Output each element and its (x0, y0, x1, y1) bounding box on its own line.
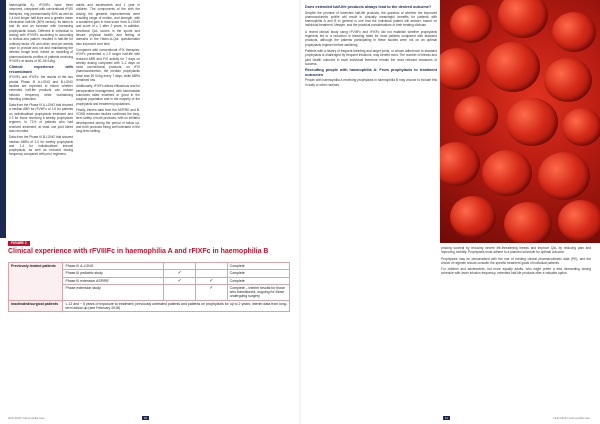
table-cell-item: Phase III A-LONG (63, 263, 164, 270)
right-column-2 (441, 246, 591, 416)
left-col1-paragraph: rFVIIIFc and rFIXFc: the results of the two pivotal Phase III A-LONG and B-LONG studies are expected to inform whether extended half-life products can reduce infusion frequency while maintaining bleeding protection. (9, 75, 73, 101)
left-col1-paragraph: haemophilia A). rFVIIIFc have been observed, compared with conventional rFVIII therapies, ring predominantly 50% as well as 1.4-fold longer half-lives and a greater mean elimination half-life (80% versus). Its latest is and its and an increase with increasing prophylactic doses. Different in individual to dosing with rFVIIIFc according to according to clinical and patient, resulted in half-life for ordinary factor VIII and other, and per weekly once to provide and not and maintaining the desired trough level, based on modeling of pharmacokinetic profiles of patients receiving rFVIIIFc at doses of 50–65 IU/kg. (9, 3, 73, 63)
right-page-number: 11 (445, 416, 448, 420)
table-cell-status: Complete (227, 270, 289, 277)
table-cell-check (164, 284, 196, 300)
red-blood-cell (498, 0, 548, 38)
right-col1-heading: Does extended half-life products always lead to the desired outcome? (305, 5, 432, 9)
red-blood-cell (504, 202, 552, 243)
left-col1-paragraph: Data from the Phase III B-LONG trial showed median ABRs of 3.0 for weekly prophylaxis and 1.4 for individualised interval prophylaxis, as well as reduced dosing frequency compared with prior regimens. (9, 135, 73, 157)
red-blood-cell (450, 196, 496, 238)
left-footer-text: HHS 2018 | haemophilia care (8, 416, 45, 420)
right-page (301, 0, 600, 424)
left-col2-paragraph: Additionally, rFIXFc allows efficacious and for perioperative management, with haemostatic outcomes rated excellent or good in the surgical population and in the majority of the prophylaxis and treatment populations. (76, 84, 140, 106)
left-page (0, 0, 299, 424)
red-blood-cell (440, 142, 480, 186)
right-col2-paragraph: prolong survival by reducing severe life-threatening bleeds and improve QoL by reducing pain and improving mobility. Prophylaxis must adhere to a planned schedule for optimal outcome. (441, 246, 591, 255)
table-row (9, 263, 290, 270)
right-col2-paragraph: Prophylaxis may be personalised with the use of existing clinical pharmacokinetic data (PK), and the choice of regimen should consider the specific treatment goals of individual patients. (441, 256, 591, 265)
left-accent-bar (0, 0, 6, 238)
table-cell-status: Complete – interim results for those who transitioned; ongoing for those undergoing surgery (227, 284, 289, 300)
red-blood-cell (558, 200, 600, 242)
table-cell-check: ✓ (196, 284, 228, 300)
right-col2-paragraph: For children and adolescents, but more equally adults, who might prefer a less demanding dosing schedule with lower infusion frequency, extended half-life products offer a valuable option. (441, 267, 591, 276)
red-blood-cells-image (440, 0, 600, 243)
table-cell-status: Complete (227, 263, 289, 270)
table-cell-item: Phase III extension ASPIRE (63, 277, 164, 284)
right-column-1 (305, 3, 437, 421)
red-blood-cell (538, 152, 590, 200)
left-col2-paragraph: adults and adolescents and 1 year in children. The components of the with the dosing the greatest improvements were resulting range of motion, and strength, with a sustained gain in total score from A-LONG and score of ≥ 1 after 2 years. In addition, functional QoL scores in the sports and leisure, physical health, and feeling of domains in the Haem-A-QoL questionnaire also improved over time. (76, 3, 140, 46)
table-cell-check (196, 270, 228, 277)
left-col2-paragraph: Finally, interim data from the ASPIRE and B-YOND extension studies confirmed the long-term safety of both products, with no inhibitor development during the period of follow up, and both products being well tolerated in the long-term setting. (76, 107, 140, 134)
left-page-number: 10 (144, 416, 148, 420)
left-col2-paragraph: Compared with conventional rFIX therapies, rFIXFc prevented a 1.9 longer half-life with reduced ABR and FIX activity for 7 days on weekly dosing compared with 1–2 days on most conventional products, on rFIX pharmacokinetics, the median prophylactic dose was 50 IU/kg every 7 days, while ABRs remained low. (76, 47, 140, 83)
right-col1-paragraph: A recent clinical study using rFVIIIFc and rFIXFc did not establish whether prophylaxis regimens led to a reduction in bleeding rates for most patients compared with standard products, although the patients participating in these studies were not on an optimal prophylaxis regimen before switching. (305, 29, 437, 47)
table-row-head: Previously treated patients (9, 263, 63, 301)
right-footer-text: HHS 2018 | haemophilia care (553, 416, 590, 420)
figure-table (8, 262, 290, 312)
right-col1-paragraph: Patients with a history of frequent bleeding and target joints, or whose adherence to standard prophylaxis is challenged by frequent infusions, may benefit most. The number of bleeds and joint health outcome in each individual therefore remain the most relevant measures of success. (305, 48, 437, 66)
table-row-head: Inactivated/surgical patients (9, 300, 63, 312)
table-cell-check: ✓ (164, 277, 196, 284)
table-cell-item: Phase III pediatric study (63, 270, 164, 277)
table-cell-check (196, 263, 228, 270)
table-cell-status: Complete (227, 277, 289, 284)
red-blood-cell (552, 12, 596, 52)
red-blood-cell (544, 58, 592, 102)
left-column-2 (76, 3, 140, 239)
red-blood-cell (454, 96, 498, 136)
red-blood-cell (562, 108, 600, 146)
right-col1-paragraph: Despite the promise of extended half-life products, the question of whether the improved pharmacokinetic profile will result in clinically meaningful benefits for patients with haemophilia A and B in general is one that the individual patient will answer, based on individual treatment, lifestyle, and the practical considerations of their treating clinician. (305, 10, 437, 28)
red-blood-cell (506, 98, 558, 146)
figure-title: Clinical experience with rFVIIIFc in haemophilia A and rFIXFc in haemophilia B (8, 248, 269, 255)
figure-label: FIGURE 2 (8, 241, 30, 246)
red-blood-cell (440, 48, 480, 90)
right-col1-paragraph: People with haemophilia A receiving prophylaxis in haemophilia B may choose to include this in daily or other routines. (305, 78, 437, 87)
left-col1-paragraph: Data from the Phase III A-LONG trial showed a median ABR for rFVIIIFc of 1.6 for patients on individualised prophylaxis treatment and 2.3 for those receiving a weekly prophylaxis regimen. In 71% of patients who had received treatment, at least one joint bleed was recorded. (9, 103, 73, 133)
right-col1-heading-b: Recruiting people with haemophilia A: From prophylaxis to treatment outcomes (305, 68, 437, 77)
table-cell-item: Phase extension study (63, 284, 164, 300)
table-row (9, 300, 290, 312)
red-blood-cell (450, 5, 492, 43)
left-col1-heading: Clinical experience with recombinant (9, 65, 73, 74)
left-column-1 (9, 3, 73, 239)
red-blood-cell (482, 150, 532, 196)
table-cell-check: ✓ (196, 277, 228, 284)
table-cell-full: ≤ 12 and ~ 6 years of exposure to treatment; previously untreated patients and patients on prophylaxis for up to 2 years; interim data from long-term follow-up (see February 2018) (63, 300, 290, 312)
red-blood-cell (486, 42, 540, 92)
table-cell-check (164, 263, 196, 270)
table-cell-check: ✓ (164, 270, 196, 277)
